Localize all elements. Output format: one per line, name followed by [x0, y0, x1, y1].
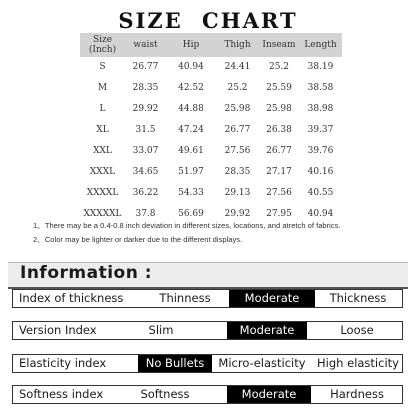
attribute-option-selected: Moderate [229, 290, 315, 307]
cell-size: M [97, 83, 108, 94]
table-row [80, 78, 342, 99]
header-thigh: Thigh [216, 33, 259, 57]
attribute-label: Softness index [19, 387, 104, 401]
table-row [80, 161, 342, 182]
cell-thigh: 27.56 [224, 146, 251, 156]
cell-hip: 54.33 [178, 187, 204, 198]
information-title: Information : [20, 263, 153, 283]
header-hip: Hip [166, 33, 216, 57]
cell-length: 40.16 [307, 166, 334, 177]
attribute-label: Elasticity index [19, 356, 107, 370]
cell-inseam: 26.38 [266, 125, 292, 136]
attribute-label: Index of thickness [19, 291, 124, 305]
cell-size: XXL [93, 146, 112, 156]
cell-thigh: 29.92 [224, 208, 251, 219]
attribute-option: Softness [140, 387, 190, 401]
cell-inseam: 27.17 [266, 166, 292, 177]
size-notes [33, 219, 341, 247]
cell-inseam: 27.95 [266, 208, 292, 219]
table-row [80, 57, 342, 78]
cell-length: 40.94 [307, 208, 334, 219]
cell-hip: 56.69 [178, 208, 204, 219]
cell-waist: 34.65 [132, 166, 159, 177]
cell-length: 38.19 [307, 62, 334, 73]
cell-size: XL [96, 125, 109, 136]
cell-size: L [99, 104, 106, 115]
size-table-header-row [80, 33, 342, 57]
cell-length: 39.76 [307, 146, 334, 156]
cell-inseam: 27.56 [266, 187, 292, 198]
attribute-option: Micro-elasticity [218, 356, 306, 370]
header-length: Length [299, 33, 342, 57]
size-chart-title: SIZE CHART [118, 8, 298, 33]
cell-waist: 33.07 [132, 146, 159, 156]
cell-length: 38.98 [307, 104, 334, 115]
table-row [80, 141, 342, 162]
cell-inseam: 25.59 [266, 83, 292, 94]
cell-waist: 29.92 [132, 104, 159, 115]
cell-inseam: 25.2 [268, 62, 290, 73]
cell-hip: 42.52 [178, 83, 204, 94]
cell-size: XXXXL [86, 187, 119, 198]
cell-hip: 47.24 [178, 125, 204, 136]
cell-size: XXXXXL [83, 208, 122, 219]
cell-waist: 26.77 [132, 62, 159, 73]
cell-thigh: 25.2 [227, 83, 248, 94]
cell-waist: 31.5 [135, 125, 156, 136]
table-row [80, 182, 342, 203]
cell-waist: 36.22 [132, 187, 159, 198]
version-index-row [12, 321, 403, 340]
attribute-option: High elasticity [317, 356, 399, 370]
cell-length: 39.37 [307, 125, 334, 136]
header-size: Size (Inch) [80, 33, 125, 57]
size-chart-table [80, 33, 342, 224]
cell-thigh: 28.35 [224, 166, 251, 177]
attribute-option: Slim [148, 323, 174, 337]
header-waist: waist [125, 33, 166, 57]
cell-inseam: 26.77 [266, 146, 292, 156]
note-deviation: 1、There may be a 0.4-0.8 inch deviation in different sizes, locations, and atretch of fabrics. [33, 221, 341, 230]
cell-hip: 40.94 [178, 62, 204, 73]
cell-waist: 28.35 [132, 83, 159, 94]
cell-waist: 37.8 [135, 208, 156, 219]
attribute-option-selected: Moderate [227, 386, 311, 403]
softness-index-row [12, 385, 403, 404]
cell-hip: 51.97 [178, 166, 204, 177]
cell-length: 38.58 [307, 83, 334, 94]
attribute-option: Loose [340, 323, 374, 337]
cell-thigh: 24.41 [224, 62, 251, 73]
cell-thigh: 29.13 [224, 187, 251, 198]
cell-thigh: 25.98 [224, 104, 251, 115]
table-row [80, 120, 342, 141]
attribute-option: Hardness [330, 387, 384, 401]
cell-inseam: 25.98 [266, 104, 292, 115]
elasticity-index-row [12, 354, 403, 373]
attribute-option-selected: Moderate [227, 322, 307, 339]
thickness-index-row [12, 289, 403, 308]
note-color: 2、Color may be lighter or darker due to the different displays. [33, 235, 243, 244]
cell-hip: 49.61 [178, 146, 204, 156]
cell-hip: 44.88 [178, 104, 204, 115]
cell-length: 40.55 [307, 187, 334, 198]
cell-size: XXXL [89, 166, 116, 177]
header-inseam: Inseam [259, 33, 299, 57]
cell-thigh: 26.77 [224, 125, 251, 136]
table-row [80, 99, 342, 120]
cell-size: S [99, 62, 106, 73]
attribute-option: Thinness [159, 291, 211, 305]
attribute-label: Version Index [19, 323, 97, 337]
attribute-option: Thickness [329, 291, 387, 305]
attribute-option-selected: No Bullets [138, 355, 212, 372]
